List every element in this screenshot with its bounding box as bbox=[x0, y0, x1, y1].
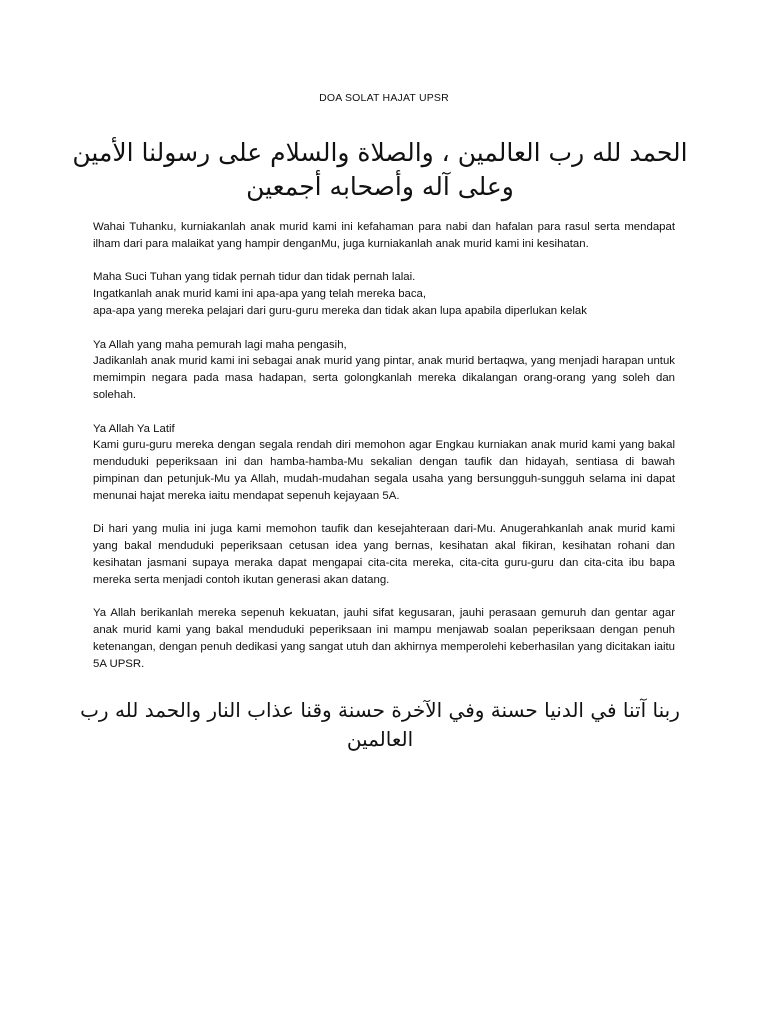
arabic-opening-prayer: الحمد لله رب العالمين ، والصلاة والسلام على رسولنا الأمين وعلى آله وأصحابه أجمعين bbox=[72, 138, 688, 201]
paragraph-line: Ya Allah berikanlah mereka sepenuh kekuatan, jauhi sifat kegusaran, jauhi perasaan gemuruh dan gentar agar anak murid kami yang bakal menduduki peperiksaan ini mampu menjawab soalan peperiksaan dengan penuh ketenangan, dengan penuh dedikasi yang sangat utuh dan akhirnya memperolehi keberhasilan yang dicitakan iaitu 5A UPSR. bbox=[93, 607, 675, 670]
paragraph-4 bbox=[93, 421, 675, 505]
paragraph-5 bbox=[93, 521, 675, 588]
prayer-body bbox=[93, 219, 675, 689]
paragraph-2 bbox=[93, 269, 675, 319]
paragraph-line: Ingatkanlah anak murid kami ini apa-apa yang telah mereka baca, bbox=[93, 288, 427, 301]
paragraph-line: Ya Allah Ya Latif bbox=[93, 422, 175, 435]
paragraph-line: Di hari yang mulia ini juga kami memohon taufik dan kesejahteraan dari-Mu. Anugerahkanlah anak murid kami yang bakal menduduki peperiksaan cetusan idea yang bernas, kesihatan akal fikiran, kesihatan rohani dan kesihatan jasmani supaya meraka dapat mengapai cita-cita mereka, cita-cita guru-guru dan cita-cita ibu bapa mereka serta menjadi contoh ikutan generasi akan datang. bbox=[93, 523, 675, 586]
paragraph-line: Wahai Tuhanku, kurniakanlah anak murid kami ini kefahaman para nabi dan hafalan para rasul serta mendapat ilham dari para malaikat yang hampir denganMu, juga kurniakanlah anak murid kami ini kesihatan. bbox=[93, 221, 675, 250]
paragraph-3 bbox=[93, 337, 675, 404]
paragraph-line: apa-apa yang mereka pelajari dari guru-guru mereka dan tidak akan lupa apabila diperlukan kelak bbox=[93, 304, 587, 317]
paragraph-line: Kami guru-guru mereka dengan segala rendah diri memohon agar Engkau kurniakan anak murid kami yang bakal menduduki peperiksaan ini dan hamba-hamba-Mu sekalian dengan taufik dan hidayah, sentiasa di bawah pimpinan dan petunjuk-Mu ya Allah, mudah-mudahan segala usaha yang bersungguh-sungguh selama ini dapat menunai hajat mereka iaitu mendapat sepenuh kejayaan 5A. bbox=[93, 439, 675, 502]
paragraph-line: Ya Allah yang maha pemurah lagi maha pengasih, bbox=[93, 338, 347, 351]
paragraph-1 bbox=[93, 219, 675, 253]
document-title: DOA SOLAT HAJAT UPSR bbox=[319, 92, 449, 104]
paragraph-line: Jadikanlah anak murid kami ini sebagai anak murid yang pintar, anak murid bertaqwa, yang menjadi harapan untuk memimpin negara pada masa hadapan, serta golongkanlah mereka dikalangan orang-orang yang soleh dan solehah. bbox=[93, 355, 675, 401]
paragraph-line: Maha Suci Tuhan yang tidak pernah tidur dan tidak pernah lalai. bbox=[93, 271, 416, 284]
paragraph-6 bbox=[93, 605, 675, 672]
arabic-closing-prayer: ربنا آتنا في الدنيا حسنة وفي الآخرة حسنة وقنا عذاب النار والحمد لله رب العالمين bbox=[80, 698, 680, 751]
